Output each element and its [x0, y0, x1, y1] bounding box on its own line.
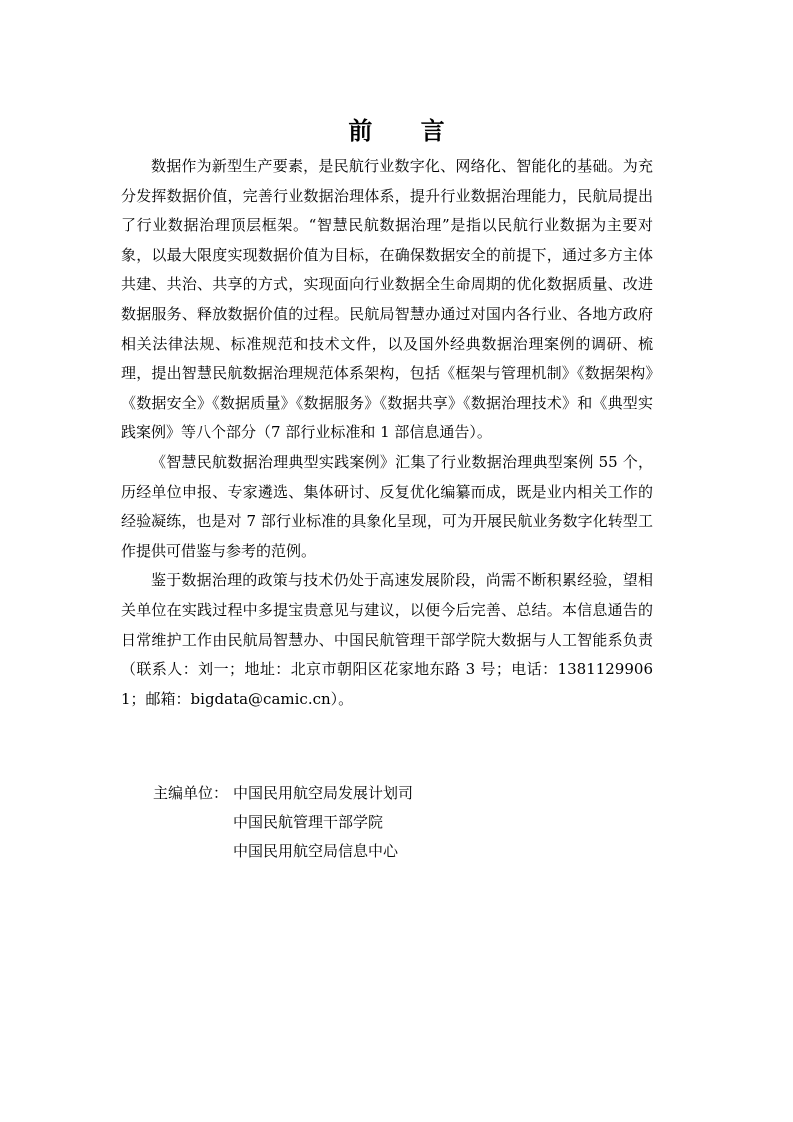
editor-unit: 中国民用航空局发展计划司: [233, 784, 414, 802]
paragraph-casebook: 《智慧民航数据治理典型实践案例》汇集了行业数据治理典型案例 55 个，历经单位申报、专家遴选、集体研讨、反复优化编纂而成，既是业内相关工作的经验凝练，也是对 7 部行业标准的具象化呈现，可为开展民航业务数字化转型工作提供可借鉴与参考的范例。: [121, 452, 653, 560]
editor-unit: 中国民用航空局信息中心: [233, 842, 399, 860]
page-title: 前 言: [348, 116, 465, 146]
editor-row: [153, 837, 413, 866]
editor-label: 主编单位：: [153, 784, 229, 802]
preface-body: [121, 152, 653, 714]
paragraph-intro: 数据作为新型生产要素，是民航行业数字化、网络化、智能化的基础。为充分发挥数据价值，完善行业数据治理体系，提升行业数据治理能力，民航局提出了行业数据治理顶层框架。“智慧民航数据治理”是指以民航行业数据为主要对象，以最大限度实现数据价值为目标，在确保数据安全的前提下，通过多方主体共建、共治、共享的方式，实现面向行业数据全生命周期的优化数据质量、改进数据服务、释放数据价值的过程。民航局智慧办通过对国内各行业、各地方政府相关法律法规、标准规范和技术文件，以及国外经典数据治理案例的调研、梳理，提出智慧民航数据治理规范体系架构，包括《框架与管理机制》《数据架构》《数据安全》《数据质量》《数据服务》《数据共享》《数据治理技术》和《典型实践案例》等八个部分（7 部行业标准和 1 部信息通告）。: [121, 157, 653, 442]
editor-row: [153, 808, 413, 837]
editor-unit: 中国民航管理干部学院: [233, 813, 384, 831]
editor-row: [153, 779, 413, 808]
editor-units: [153, 779, 413, 866]
paragraph-contact: 鉴于数据治理的政策与技术仍处于高速发展阶段，尚需不断积累经验，望相关单位在实践过程中多提宝贵意见与建议，以便今后完善、总结。本信息通告的日常维护工作由民航局智慧办、中国民航管理干部学院大数据与人工智能系负责（联系人：刘一；地址：北京市朝阳区花家地东路 3 号；电话：13811299061；邮箱：bigdata@camic.cn）。: [121, 571, 653, 708]
